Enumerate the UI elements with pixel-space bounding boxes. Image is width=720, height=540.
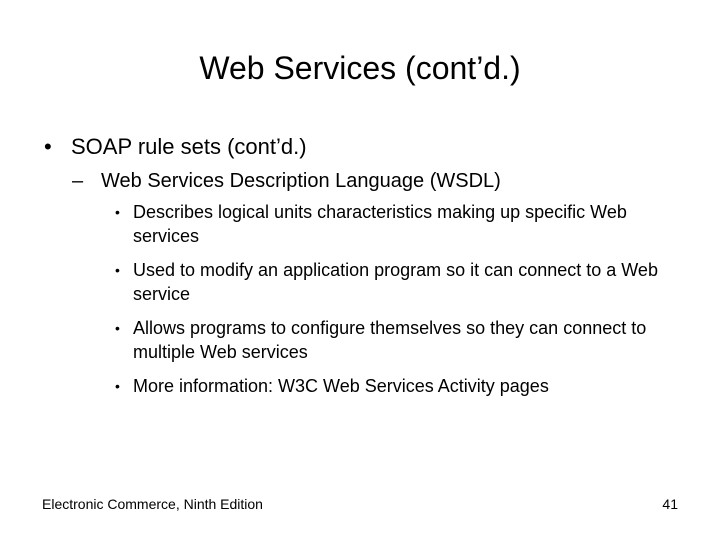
list-item-text: More information: W3C Web Services Activity pages <box>133 376 549 396</box>
list-item-text: Used to modify an application program so it can connect to a Web service <box>133 260 658 304</box>
bullet-dot-icon: • <box>115 378 120 394</box>
list-item <box>112 374 672 398</box>
bullet-dot-icon: • <box>44 134 52 159</box>
footer-book-title: Electronic Commerce, Ninth Edition <box>42 496 263 512</box>
bullet-dot-icon: • <box>115 204 120 220</box>
slide-title: Web Services (cont’d.) <box>199 50 521 86</box>
list-item-text: Allows programs to configure themselves so they can connect to multiple Web services <box>133 318 647 362</box>
bullet-dot-icon: • <box>115 262 120 278</box>
list-item <box>112 316 672 364</box>
bullet-level3-list <box>112 200 672 408</box>
footer-page-number: 41 <box>662 496 678 512</box>
list-item-text: Describes logical units characteristics making up specific Web services <box>133 202 627 246</box>
list-item <box>112 200 672 248</box>
bullet-dash-icon: – <box>72 170 84 192</box>
bullet-dot-icon: • <box>115 320 120 336</box>
bullet-level1-text: SOAP rule sets (cont’d.) <box>71 134 307 159</box>
list-item <box>112 258 672 306</box>
bullet-level2-text: Web Services Description Language (WSDL) <box>101 170 501 192</box>
